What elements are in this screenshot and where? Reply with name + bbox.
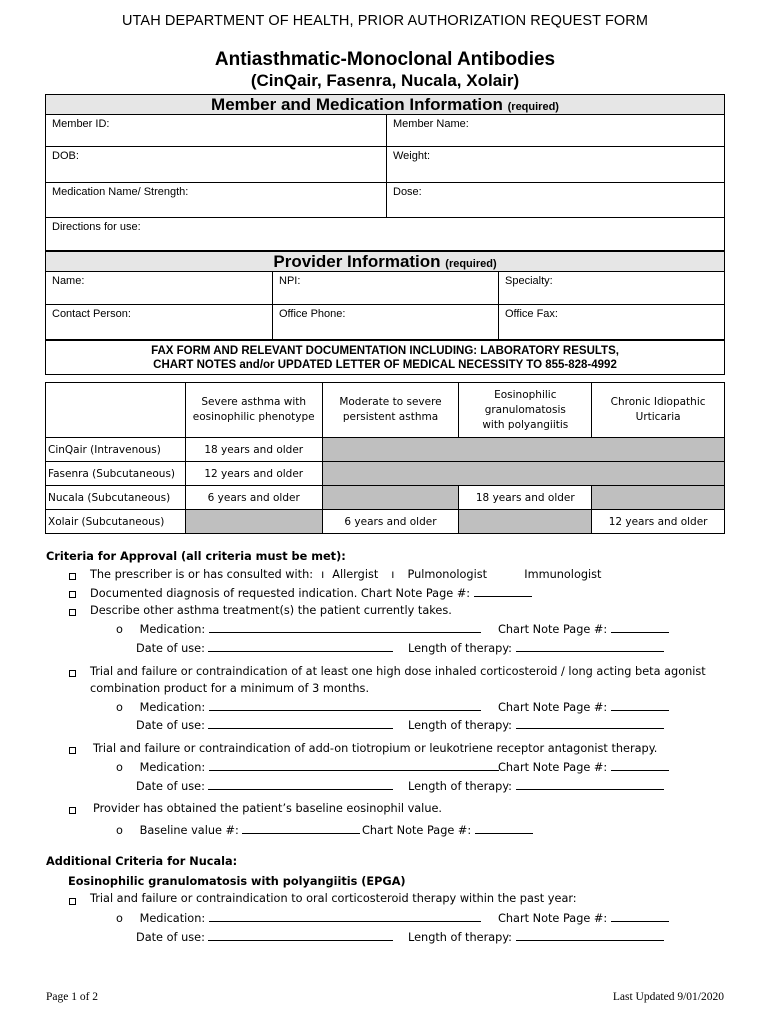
table-cell: 6 years and older (185, 486, 322, 510)
provider-name-field[interactable]: Name: (52, 275, 85, 287)
checkbox[interactable] (69, 898, 76, 905)
member-section (45, 94, 725, 251)
table-cell-na (322, 438, 724, 462)
row-header: Fasenra (Subcutaneous) (46, 462, 186, 486)
column-header: Moderate to severe persistent asthma (322, 383, 459, 438)
form-title: Antiasthmatic-Monoclonal Antibodies (214, 49, 556, 70)
criteria-item-text: combination product for a minimum of 3 months. (90, 682, 370, 695)
criteria-item-text: Provider has obtained the patient’s baseline eosinophil value. (93, 802, 443, 815)
row-header: Nucala (Subcutaneous) (46, 486, 186, 510)
npi-field[interactable]: NPI: (279, 275, 301, 287)
table-cell: 6 years and older (322, 510, 459, 534)
column-header: Chronic Idiopathic Urticaria (592, 383, 725, 438)
table-row (46, 510, 725, 534)
length-of-therapy-line[interactable] (516, 717, 664, 729)
date-of-use-line[interactable] (208, 929, 393, 941)
length-of-therapy-line[interactable] (516, 640, 664, 652)
checkbox[interactable] (69, 609, 76, 616)
checkbox[interactable] (69, 670, 76, 677)
table-row (46, 486, 725, 510)
page-number: Page 1 of 2 (46, 991, 99, 1003)
criteria-heading: Criteria for Approval (all criteria must be met): (46, 550, 346, 563)
dob-field[interactable]: DOB: (52, 150, 79, 162)
table-row (46, 462, 725, 486)
chart-note-line[interactable] (475, 822, 533, 834)
checkbox[interactable] (69, 807, 76, 814)
medication-line[interactable] (209, 621, 481, 633)
checkbox[interactable] (69, 591, 76, 598)
table-cell-na (322, 462, 724, 486)
table-header-row (46, 383, 725, 438)
row-header: CinQair (Intravenous) (46, 438, 186, 462)
office-fax-field[interactable]: Office Fax: (505, 308, 558, 320)
medication-name-field[interactable]: Medication Name/ Strength: (52, 186, 189, 198)
member-section-heading: Member and Medication Information (required) (46, 95, 724, 115)
member-name-field[interactable]: Member Name: (393, 118, 469, 130)
last-updated: Last Updated 9/01/2020 (612, 991, 724, 1003)
checkbox[interactable] (69, 747, 76, 754)
chart-note-line[interactable] (611, 621, 669, 633)
dose-field[interactable]: Dose: (393, 186, 422, 198)
table-corner-cell (46, 383, 186, 438)
provider-section-heading: Provider Information (required) (46, 252, 724, 272)
contact-person-field[interactable]: Contact Person: (52, 308, 131, 320)
table-row (46, 438, 725, 462)
specialty-field[interactable]: Specialty: (505, 275, 553, 287)
table-cell-na (592, 486, 725, 510)
table-cell: 12 years and older (592, 510, 725, 534)
table-cell: 18 years and older (459, 486, 592, 510)
checkbox[interactable] (69, 573, 76, 580)
pulmonologist-option[interactable]: Pulmonologist (407, 568, 488, 581)
table-cell-na (322, 486, 459, 510)
table-cell: 18 years and older (185, 438, 322, 462)
length-of-therapy-line[interactable] (516, 929, 664, 941)
nucala-heading: Additional Criteria for Nucala: (46, 855, 238, 868)
form-header: UTAH DEPARTMENT OF HEALTH, PRIOR AUTHORIZATION REQUEST FORM (121, 13, 649, 29)
chart-note-line[interactable] (611, 759, 669, 771)
fax-instructions: FAX FORM AND RELEVANT DOCUMENTATION INCLUDING: LABORATORY RESULTS, CHART NOTES and/or UPDATED LETTER OF MEDICAL NECESSITY TO 855-828-4992 (45, 340, 725, 375)
weight-field[interactable]: Weight: (393, 150, 431, 162)
date-of-use-line[interactable] (208, 640, 393, 652)
column-header: Eosinophilic granulomatosis with polyangiitis (459, 383, 592, 438)
row-header: Xolair (Subcutaneous) (46, 510, 186, 534)
provider-section (45, 251, 725, 340)
medication-line[interactable] (209, 699, 481, 711)
medication-line[interactable] (209, 759, 499, 771)
table-cell: 12 years and older (185, 462, 322, 486)
criteria-item-text: The prescriber is or has consulted with: (90, 568, 314, 581)
immunologist-option[interactable]: Immunologist (524, 568, 602, 581)
office-phone-field[interactable]: Office Phone: (279, 308, 346, 320)
age-eligibility-table (45, 382, 725, 534)
chart-note-line[interactable] (611, 910, 669, 922)
column-header: Severe asthma with eosinophilic phenotype (185, 383, 322, 438)
form-subtitle: (CinQair, Fasenra, Nucala, Xolair) (250, 71, 520, 90)
criteria-item-text: Trial and failure or contraindication of at least one high dose inhaled corticosteroid / long acting beta agonist (90, 665, 706, 678)
allergist-option[interactable]: Allergist (332, 568, 379, 581)
date-of-use-line[interactable] (208, 717, 393, 729)
directions-field[interactable]: Directions for use: (52, 221, 141, 233)
criteria-item-text: Describe other asthma treatment(s) the patient currently takes. (90, 604, 452, 617)
baseline-value-line[interactable] (242, 822, 360, 834)
chart-note-line[interactable] (474, 585, 532, 597)
chart-note-line[interactable] (611, 699, 669, 711)
length-of-therapy-line[interactable] (516, 778, 664, 790)
criteria-item-text: Trial and failure or contraindication to oral corticosteroid therapy within the past year: (90, 892, 577, 905)
date-of-use-line[interactable] (208, 778, 393, 790)
member-id-field[interactable]: Member ID: (52, 118, 110, 130)
criteria-item-text: Documented diagnosis of requested indication. Chart Note Page #: (90, 587, 471, 600)
medication-line[interactable] (209, 910, 481, 922)
table-cell-na (459, 510, 592, 534)
criteria-item-text: Trial and failure or contraindication of add-on tiotropium or leukotriene receptor antagonist therapy. (93, 742, 658, 755)
nucala-subheading: Eosinophilic granulomatosis with polyangiitis (EPGA) (68, 875, 406, 888)
table-cell-na (185, 510, 322, 534)
